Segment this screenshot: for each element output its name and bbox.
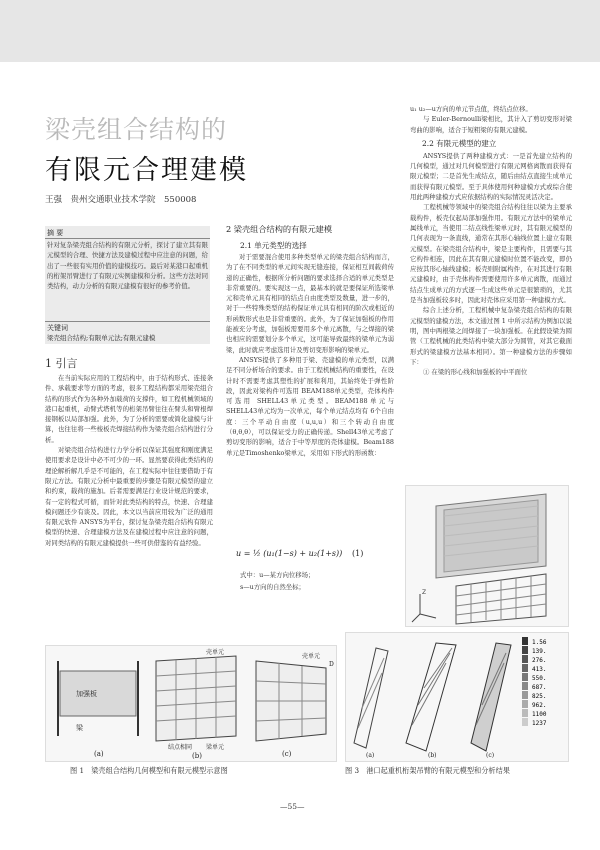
- fig3-graphic: [346, 633, 568, 761]
- svg-text:Z: Z: [422, 589, 427, 596]
- title-line-1: 梁壳组合结构的: [45, 115, 228, 144]
- keywords-text: 梁壳组合结构;有限单元法;有限元建模: [47, 334, 156, 342]
- col2-subheading: 2.1 单元类型的选择: [240, 241, 307, 250]
- abstract-text: 针对复杂梁壳组合结构的有限元分析，探讨了建立其有限元模型的合理、快捷方法及建模过程中应注意的问题，给出了一些很有实用价值的建模技巧。最后对某港口起重机的桁架吊臂进行了有限元实例建模和分析。这些方法对同类结构，动力分析的有限元建模有很好的参考价值。: [47, 241, 208, 291]
- formula-number: (1): [352, 549, 364, 558]
- header-band: [0, 0, 600, 62]
- legend-value: 687.: [532, 684, 547, 691]
- figure-3: [345, 632, 569, 762]
- fig3-label-b: (b): [428, 752, 437, 759]
- fig3-caption: 图 3 港口起重机桁架吊臂的有限元模型和分析结果: [345, 766, 510, 775]
- abstract-label: 摘 要: [47, 229, 64, 237]
- col3-paragraph: ANSYS提供了两种建模方式：一是首先建立结构的几何模型，通过对几何模型进行有限元网格离散而获得有限元模型；二是首先生成结点，随后由结点直接生成单元而获得有限元模型。至于具体使用何种建模方式或综合使用此两种建模方式应依据结构的实际情况灵活决定。: [410, 151, 572, 202]
- abstract-rule: [45, 238, 210, 239]
- legend-value: 962.: [532, 702, 547, 709]
- figure-1: [45, 645, 337, 762]
- fig2-top-frame: [436, 494, 546, 578]
- col2-heading: 2 梁壳组合结构的有限元建模: [226, 224, 333, 234]
- legend-value: 1237: [532, 720, 547, 727]
- keywords-label: 关键词: [47, 324, 68, 332]
- fig1-label-d: D: [329, 661, 334, 668]
- col3-line: 与 Euler-Bernoulli梁相比，其计入了剪切变形对梁弯曲的影响，适合于短粗梁的有限元建模。: [410, 115, 572, 134]
- fig1-label-a: (a): [94, 750, 104, 758]
- col3-body-top: [410, 104, 572, 377]
- figure-2: [405, 485, 569, 627]
- formula-def-2: s—u方向的自然坐标；: [240, 583, 305, 591]
- fig1-label-b: (b): [192, 752, 202, 760]
- fig1-graphic: [46, 646, 336, 761]
- legend-value: 276.: [532, 657, 547, 664]
- col3-subheading: 2.2 有限元模型的建立: [422, 138, 497, 148]
- col3-line: u₁ u₂—u方向的单元节点值，终结点位移。: [410, 105, 532, 113]
- fig1-label-c: (c): [282, 750, 292, 758]
- fig3-legend: [522, 637, 547, 727]
- legend-value: 1.56: [532, 639, 547, 646]
- legend-value: 825.: [532, 693, 547, 700]
- fig1-panel-b: [156, 648, 236, 760]
- col3-paragraph: 综合上述分析，工程机械中复杂梁壳组合结构的有限元模型的建模方法，本文通过图 1 中所示结构为例加以说明，图中两根梁之间焊接了一块加强板。在此假设梁为圆管（工程机械的此类结构中梁大部分为圆管，对其它截面形式的梁建模方法基本相同）。第一种建模方法的步骤如下：: [410, 306, 572, 366]
- fig3-panel-a: [354, 648, 388, 759]
- fig1-panel-c: [256, 652, 334, 758]
- fig1-label-shell: 壳单元: [206, 649, 225, 656]
- col1-heading: 1 引言: [45, 357, 78, 370]
- col1-paragraph: 在当前实际应用的工程结构中，由于结构形式、连接条件、承载要求等方面的考虑，很多工程结构都采用梁壳组合结构的形式作为各种外加载荷的支撑件，如工程机械领域的港口起重机，动臂式塔机等的桁架吊臂往往在臂头和臂根焊接钢板以局部加强。此外，为了分析的需要或简化建模与计算，也往往将一些梭板壳焊接结构作为梁壳组合结构进行分析。: [45, 374, 213, 444]
- col2-body: [226, 252, 394, 458]
- fig1-label-node: 结点相同: [168, 744, 193, 751]
- fig2-graphic: [406, 486, 568, 626]
- author-line: 王强 贵州交通职业技术学院 550008: [45, 195, 197, 205]
- col2-paragraph: ANSYS提供了多种用于梁、壳建模的单元类型，以满足不同分析场合的要求。由于工程机械结构的重要性，在设计时不需要考虑其塑性的扩展和利用，其始终处于弹性阶段，因此对梁构件可选用 BEAM188单元类型，壳体构件可选用 SHELL43单元类型。BEAM188单元与 SHELL43单元均为一次单元，每个单元结点均有 6个自由度：三个平动自由度（u,u,u）和三个转动自由度（θ,θ,θ），可以保证受力的正确传递。Shell43单元考虑了剪切变形的影响，适合于中等厚度的壳体建模。Beam188单元是Timoshenko梁单元，采用如下形式的形函数：: [226, 355, 394, 457]
- fig3-label-a: (a): [366, 752, 375, 759]
- legend-value: 139.: [532, 648, 547, 655]
- legend-value: 1100: [532, 711, 547, 718]
- fig3-panel-b: [406, 643, 456, 759]
- keywords-rule: [45, 321, 210, 322]
- fig1-label-beam: 梁: [76, 724, 83, 732]
- col3-paragraph: 工程机械等领域中的梁壳组合结构往往以梁为主要承载构件，板壳仅起局部加强作用。有限元方法中的梁单元属线单元，当使用二结点线性梁单元时，其有限元模型的几何表现为一条直线，通常在其形心轴线位置上建立有限元模型。在梁壳组合结构中，梁是主要构件，且需要与其它构件相连，因此在其有限元建模时位置不能改变，即仍应按其形心轴线建模；板壳则附属构件，在对其进行有限元建模时，由于壳体构件需要使用许多单元离散，而通过结点生成单元的方式逐一生成这些单元是很繁琐的，尤其是当加强板较多时，因此对壳体应采用第一种建模方式。: [410, 203, 572, 305]
- fig1-label-plate: 加强板: [76, 690, 97, 698]
- fig3-label-c: (c): [486, 752, 495, 759]
- legend-value: 413.: [532, 666, 547, 673]
- fig2-axes-icon: [412, 589, 436, 622]
- col3-paragraph: ① 在梁的形心线和加强板的中平面位: [423, 368, 528, 377]
- formula-def-1: 式中：u—某方向位移场；: [240, 571, 315, 579]
- fig2-mesh: [456, 574, 546, 624]
- col1-paragraph: 对梁壳组合结构进行力学分析以保证其强度和刚度满足使用要求是设计中必不可少的一环。显然要获得此类结构的理论解析解几乎是不可能的，在工程实际中往往要借助于有限元方法。有限元分析中最重要的步骤是有限元模型的建立和约束，载荷的施加。后者需要满足行业设计规范的要求，有一定的程式可循，而针对此类结构的特点，快速、合理建模问题还少有谈及。因此，本文以当前应用较为广泛的通用有限元软件 ANSYS为平台，探讨复杂梁壳组合结构有限元模型的快速、合理建模方法及在建模过程中应注意的问题，对同类结构的有限元建模提供一些可供借鉴的有益经验。: [45, 446, 213, 547]
- col1-body: [45, 373, 213, 548]
- legend-value: 550.: [532, 675, 547, 682]
- fig1-panel-a: [58, 661, 138, 758]
- formula: u = ½ (u₁(1−s) + u₂(1+s)): [236, 549, 343, 558]
- col2-paragraph: 对于需要混合使用多种类型单元的梁壳组合结构而言，为了在不同类型的单元间实现无缝连接，保证相互间载荷传递的正确性，根据所分析问题的要求选择合适的单元类型是非常重要的。要实现这一点，最基本的就是要保证所选梁单元和壳单元具有相同的结点自由度类型及数量，进一步的，对于一些特殊类型的结构保证单元具有相同的阶次或相近的形函数形式也是非常重要的。此外，为了保证加强板的作用能被充分考虑，加强板需要用多个单元离散，与之焊接的梁也相应的需要划分多个单元，这可能导致最终的梁单元为弱梁，此时就应考虑选用计及剪切变形影响的梁单元。: [226, 253, 394, 354]
- fig3-panel-c: [471, 643, 511, 759]
- fig1-caption: 图 1 梁壳组合结构几何模型和有限元模型示意图: [70, 766, 228, 775]
- fig1-label-shell-c: 壳单元: [302, 653, 321, 660]
- page-number: —55—: [280, 802, 305, 811]
- title-line-2: 有限元合理建模: [45, 155, 248, 186]
- fig1-label-beam-elem: 梁单元: [206, 744, 225, 751]
